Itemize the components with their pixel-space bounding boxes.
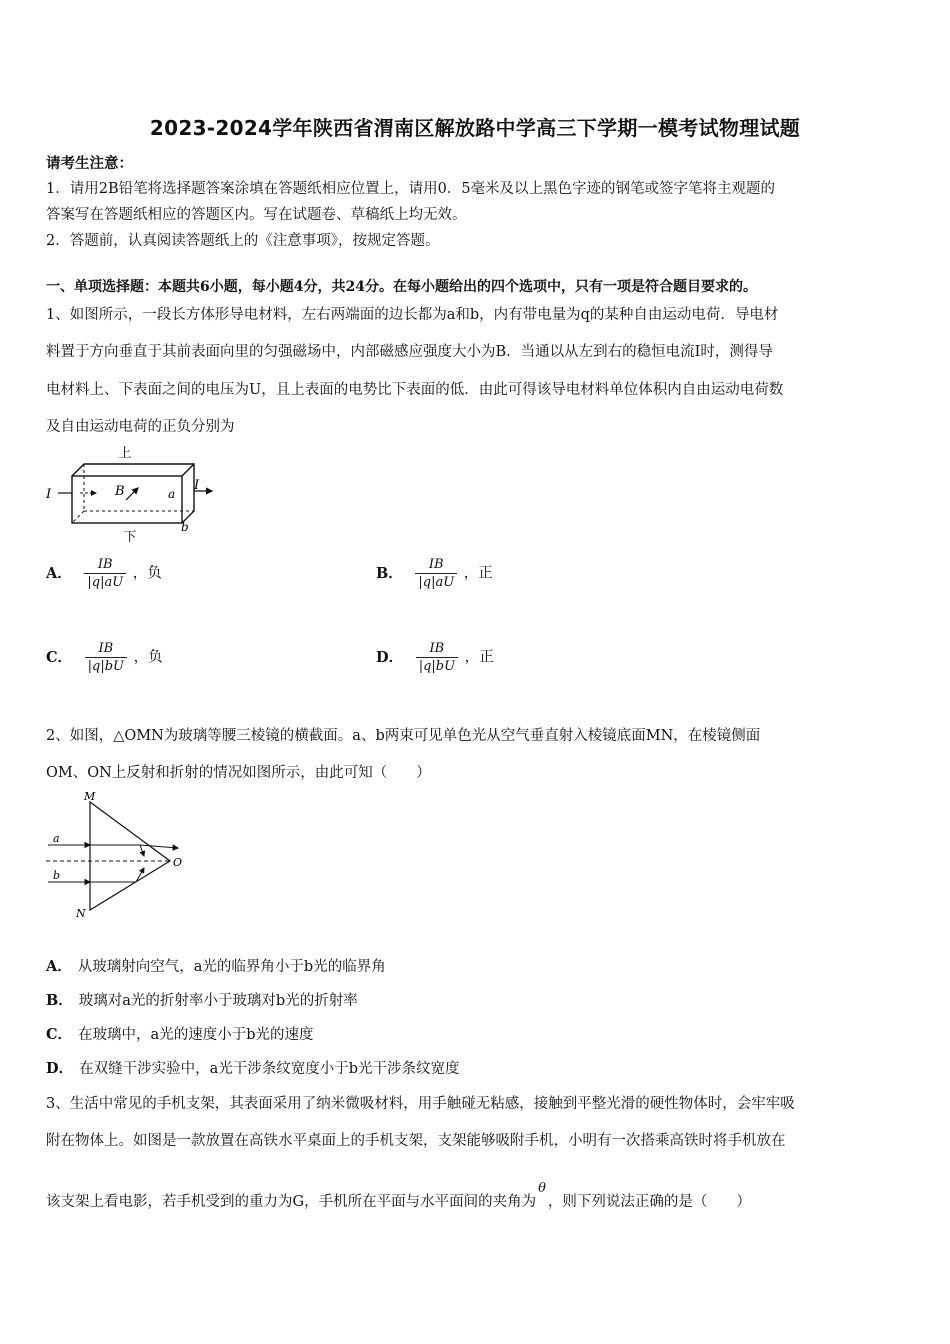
q1-option-b [376, 557, 493, 590]
page-title: 2023-2024学年陕西省渭南区解放路中学高三下学期一模考试物理试题 [149, 116, 801, 140]
denominator: |q|aU [87, 575, 124, 590]
notice-heading: 请考生注意： [46, 155, 133, 172]
numerator: IB [415, 557, 457, 574]
q1-line-3: 电材料上、下表面之间的电压为U，且上表面的电势比下表面的低．由此可得该导电材料单位体积内自由运动电荷数 [46, 382, 784, 398]
q2-option-a [46, 955, 386, 976]
q2-option-b [46, 989, 358, 1010]
notice-item-1-line-1: 1．请用2B铅笔将选择题答案涂填在答题纸相应位置上，请用0．5毫米及以上黑色字迹的钢笔或签字笔将主观题的 [46, 181, 776, 197]
section-1-heading: 一、单项选择题：本题共6小题，每小题4分，共24分。在每小题给出的四个选项中，只有一项是符合题目要求的。 [46, 279, 757, 295]
q1-option-a-tail: ，负 [132, 565, 162, 582]
numerator: IB [85, 641, 127, 658]
q3-line-1: 3、生活中常见的手机支架，其表面采用了纳米微吸材料，用手触碰无粘感，接触到平整光滑的硬性物体时，会牢牢吸 [46, 1096, 795, 1112]
denominator: |q|bU [418, 659, 456, 674]
label-current-left: I [46, 487, 52, 502]
q3-line-2: 附在物体上。如图是一款放置在高铁水平桌面上的手机支架，支架能够吸附手机，小明有一次搭乘高铁时将手机放在 [46, 1133, 786, 1149]
q1-option-c-label: C． [46, 648, 73, 666]
ray-a-reflected [140, 845, 144, 856]
label-bottom: 下 [123, 530, 137, 545]
q3-line-3-part-1: 该支架上看电影，若手机受到的重力为G，手机所在平面与水平面间的夹角为 [46, 1194, 537, 1210]
q2-option-b-text: 玻璃对a光的折射率小于玻璃对b光的折射率 [78, 993, 358, 1009]
b-field-arrow [126, 488, 138, 500]
label-top: 上 [118, 446, 132, 461]
label-n: N [76, 907, 86, 920]
label-m: M [84, 790, 96, 803]
q1-option-b-label: B． [376, 564, 403, 582]
q2-option-c-text: 在玻璃中，a光的速度小于b光的速度 [78, 1027, 314, 1043]
label-b-field: B [115, 484, 125, 499]
q1-option-d-tail: ，正 [464, 649, 494, 666]
q2-option-b-label: B． [46, 992, 73, 1009]
label-o: O [173, 856, 183, 869]
numerator: IB [84, 557, 126, 574]
q1-option-d-fraction [416, 641, 458, 674]
numerator: IB [416, 641, 458, 658]
q2-option-a-label: A． [46, 958, 72, 975]
q1-line-4: 及自由运动电荷的正负分别为 [46, 419, 235, 435]
q1-option-b-tail: ，正 [463, 565, 493, 582]
q1-option-c-tail: ，负 [133, 649, 163, 666]
q2-line-2: OM、ON上反射和折射的情况如图所示，由此可知（ ） [46, 765, 431, 781]
label-current-right: I [194, 478, 200, 493]
label-ray-b: b [53, 869, 61, 882]
q1-option-d [376, 641, 494, 674]
q2-option-d-text: 在双缝干涉实验中，a光干涉条纹宽度小于b光干涉条纹宽度 [79, 1061, 460, 1077]
q1-option-d-label: D． [376, 648, 404, 666]
prism-outline [90, 802, 170, 910]
q1-conductor-figure [40, 442, 220, 547]
denominator: |q|bU [87, 659, 125, 674]
denominator: |q|aU [418, 575, 455, 590]
notice-item-1-line-2: 答案写在答题纸相应的答题区内。写在试题卷、草稿纸上均无效。 [46, 207, 467, 223]
q1-option-b-fraction [415, 557, 457, 590]
q2-option-d-label: D． [46, 1060, 74, 1077]
q1-option-a-fraction [84, 557, 126, 590]
q3-line-3 [46, 1181, 751, 1211]
q1-option-a-label: A． [46, 564, 72, 582]
q1-option-c-fraction [85, 641, 127, 674]
notice-item-2: 2．答题前，认真阅读答题纸上的《注意事项》，按规定答题。 [46, 233, 440, 249]
q1-line-2: 料置于方向垂直于其前表面向里的匀强磁场中，内部磁感应强度大小为B．当通以从左到右的稳恒电流I时，测得导 [46, 344, 773, 360]
q2-option-c-label: C． [46, 1026, 73, 1043]
q2-option-d [46, 1057, 460, 1078]
q1-option-c [46, 641, 163, 674]
q2-option-a-text: 从玻璃射向空气，a光的临界角小于b光的临界角 [77, 959, 386, 975]
q3-line-3-part-2: ，则下列说法正确的是（ ） [547, 1194, 751, 1210]
ray-a-refracted [140, 845, 178, 848]
label-edge-a: a [168, 487, 176, 501]
label-edge-b: b [181, 520, 189, 534]
label-ray-a: a [53, 832, 60, 845]
q1-option-a [46, 557, 162, 590]
theta-symbol: θ [538, 1181, 546, 1196]
q2-line-1: 2、如图，△OMN为玻璃等腰三棱镜的横截面。a、b两束可见单色光从空气垂直射入棱镜底面MN，在棱镜侧面 [46, 728, 761, 744]
q2-option-c [46, 1023, 313, 1044]
q1-line-1: 1、如图所示，一段长方体形导电材料，左右两端面的边长都为a和b，内有带电量为q的某种自由运动电荷．导电材 [46, 307, 779, 323]
q2-prism-figure [40, 788, 200, 923]
